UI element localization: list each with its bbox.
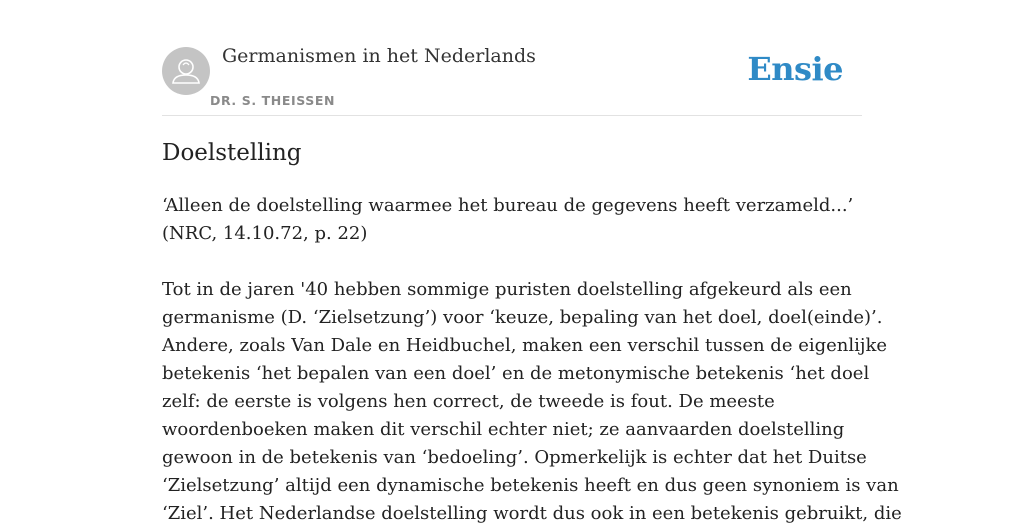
article-title: Doelstelling xyxy=(162,140,302,166)
body-line: germanisme (D. ‘Zielsetzung’) voor ‘keuze, bepaling van het doel, doel(einde)’. xyxy=(162,307,883,328)
body-paragraph xyxy=(162,276,902,528)
body-line: gewoon in de betekenis van ‘bedoeling’. Opmerkelijk is echter dat het Duitse xyxy=(162,447,867,468)
body-line: betekenis ‘het bepalen van een doel’ en de metonymische betekenis ‘het doel xyxy=(162,363,870,384)
body-line: Tot in de jaren '40 hebben sommige puristen doelstelling afgekeurd als een xyxy=(162,279,852,300)
body-line: woordenboeken maken dit verschil echter niet; ze aanvaarden doelstelling xyxy=(162,419,845,440)
user-icon xyxy=(162,47,210,95)
quote-line: ‘Alleen de doelstelling waarmee het bureau de gegevens heeft verzameld...’ xyxy=(162,195,854,216)
body-line: ‘Zielsetzung’ altijd een dynamische betekenis heeft en dus geen synoniem is van xyxy=(162,475,899,496)
book-title[interactable]: Germanismen in het Nederlands xyxy=(222,45,536,67)
paragraph-gap xyxy=(162,248,862,276)
ensie-logo[interactable]: Ensie xyxy=(747,50,843,88)
avatar[interactable] xyxy=(162,47,210,95)
body-line: zelf: de eerste is volgens hen correct, de tweede is fout. De meeste xyxy=(162,391,775,412)
page xyxy=(162,0,902,524)
body-line: ‘Ziel’. Het Nederlandse doelstelling wordt dus ook in een betekenis gebruikt, die xyxy=(162,503,902,524)
author-name[interactable]: DR. S. THEISSEN xyxy=(210,93,336,108)
header xyxy=(162,0,862,116)
body-line: Andere, zoals Van Dale en Heidbuchel, maken een verschil tussen de eigenlijke xyxy=(162,335,888,356)
quote-source: (NRC, 14.10.72, p. 22) xyxy=(162,223,368,244)
article-body xyxy=(162,192,902,528)
quote-paragraph xyxy=(162,192,862,248)
